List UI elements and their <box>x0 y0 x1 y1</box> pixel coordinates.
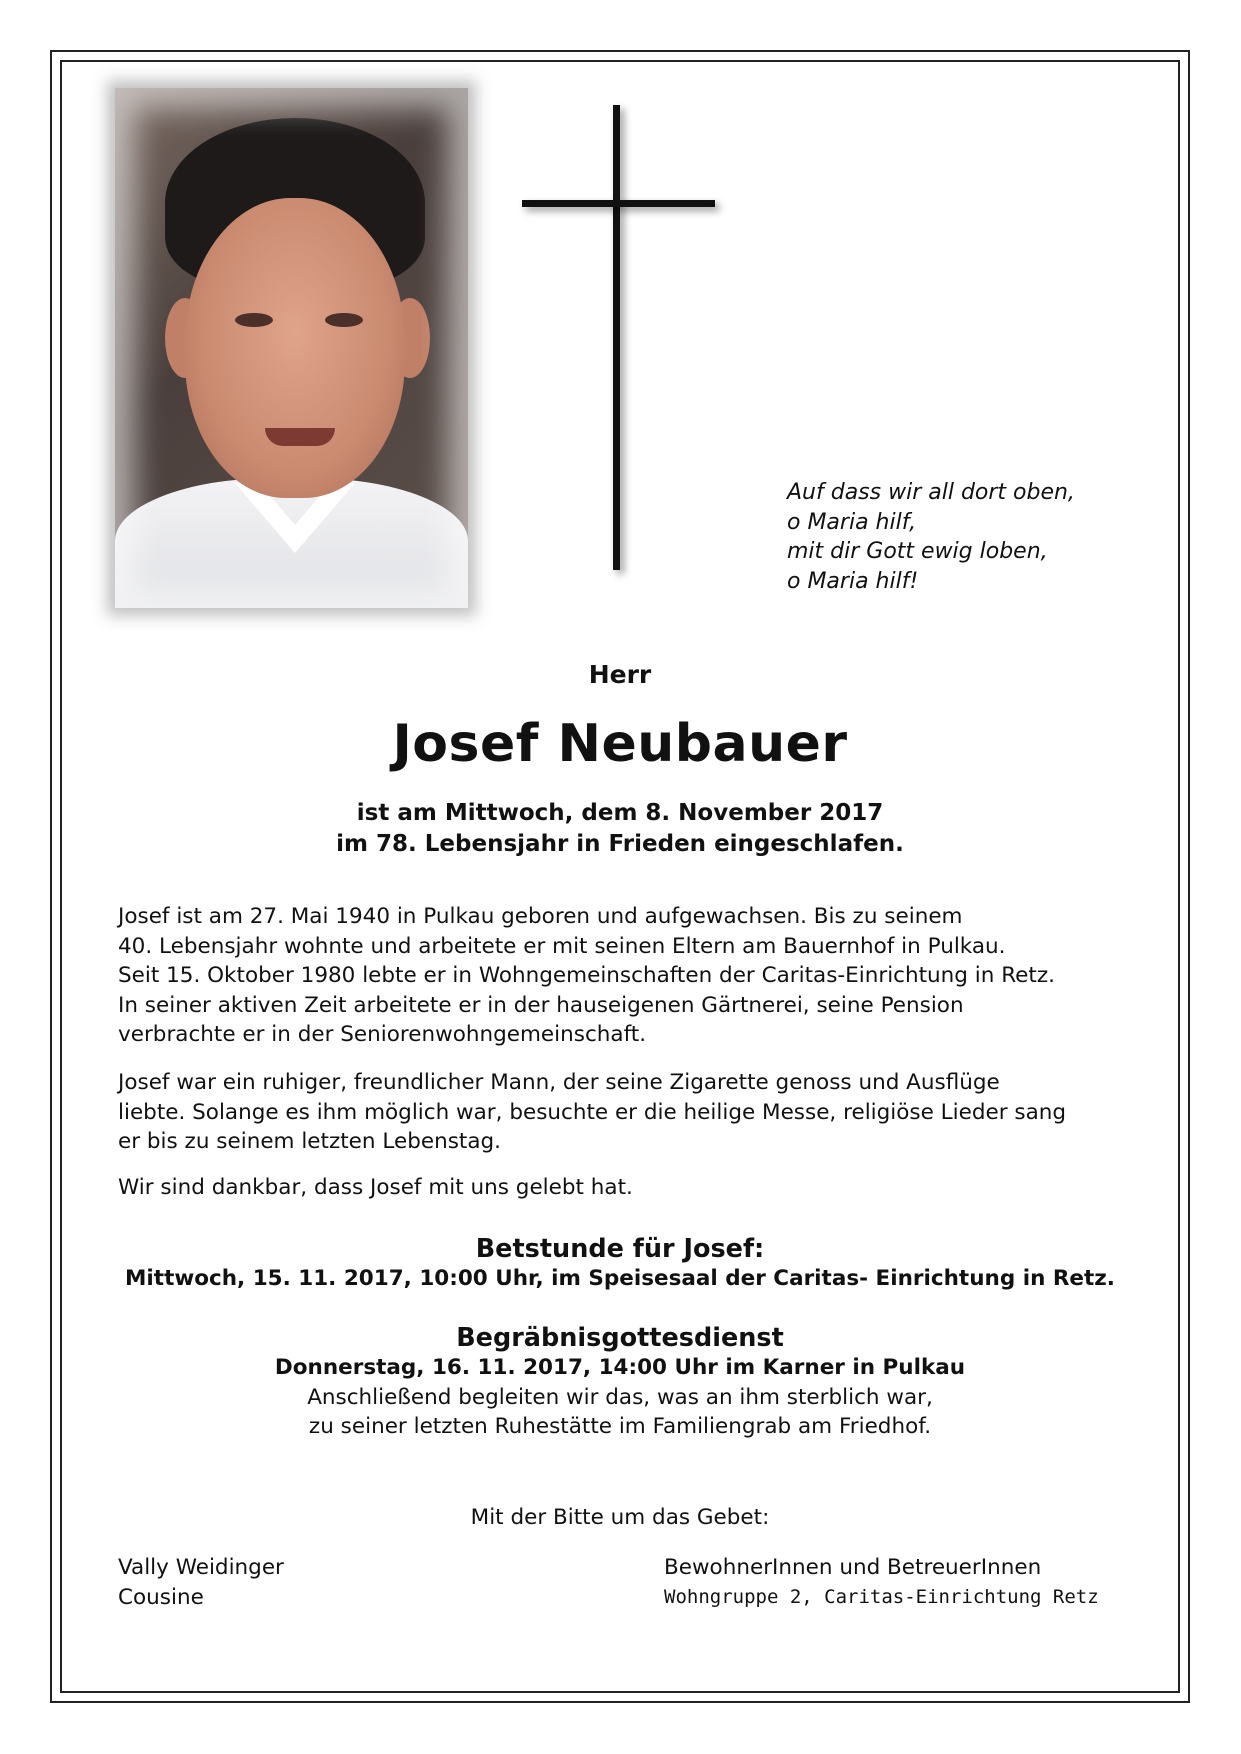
salutation: Herr <box>588 660 652 689</box>
verse-line: o Maria hilf, <box>787 509 917 535</box>
mourner-name: BewohnerInnen und BetreuerInnen <box>664 1555 1042 1580</box>
biography-line: Josef war ein ruhiger, freundlicher Mann, der seine Zigarette genoss und Ausflüge <box>118 1070 1000 1095</box>
mourner-2 <box>664 1553 1099 1612</box>
biography-line: In seiner aktiven Zeit arbeitete er in der hauseigenen Gärtnerei, seine Pension <box>118 992 964 1018</box>
biography-paragraph-3: Wir sind dankbar, dass Josef mit uns gelebt hat. <box>118 1175 633 1200</box>
biography-line: Josef ist am 27. Mai 1940 in Pulkau geboren und aufgewachsen. Bis zu seinem <box>118 904 963 929</box>
biography-line: er bis zu seinem letzten Lebenstag. <box>118 1129 501 1154</box>
mourner-1 <box>118 1553 284 1612</box>
deceased-name: Josef Neubauer <box>392 714 848 774</box>
prayer-request: Mit der Bitte um das Gebet: <box>470 1505 770 1530</box>
funeral-title: Begräbnisgottesdienst <box>456 1323 784 1353</box>
verse-line: Auf dass wir all dort oben, <box>787 480 1075 505</box>
portrait-photo <box>115 88 468 608</box>
biography-paragraph-2 <box>118 1068 1128 1157</box>
mourner-name: Vally Weidinger <box>118 1555 284 1580</box>
biography-line: liebte. Solange es ihm möglich war, besuchte er die heilige Messe, religiöse Lieder sang <box>118 1099 1067 1125</box>
prayer-hour-title: Betstunde für Josef: <box>475 1234 765 1264</box>
verse-line: mit dir Gott ewig loben, <box>787 539 1048 564</box>
verse <box>787 478 1075 596</box>
verse-line: o Maria hilf! <box>787 568 919 594</box>
biography-line: Seit 15. Oktober 1980 lebte er in Wohngemeinschaften der Caritas-Einrichtung in Retz. <box>118 963 1055 988</box>
prayer-hour-details: Mittwoch, 15. 11. 2017, 10:00 Uhr, im Speisesaal der Caritas- Einrichtung in Retz. <box>125 1266 1115 1291</box>
funeral-details: Donnerstag, 16. 11. 2017, 14:00 Uhr im Karner in Pulkau <box>274 1355 966 1380</box>
funeral-text-line: Anschließend begleiten wir das, was an ihm sterblich war, <box>307 1384 933 1410</box>
death-line: im 78. Lebensjahr in Frieden eingeschlafen. <box>336 831 904 857</box>
death-line: ist am Mittwoch, dem 8. November 2017 <box>356 800 884 826</box>
biography-paragraph-1 <box>118 902 1128 1050</box>
biography-line: verbrachte er in der Seniorenwohngemeinschaft. <box>118 1022 647 1047</box>
biography-line: 40. Lebensjahr wohnte und arbeitete er mit seinen Eltern am Bauernhof in Pulkau. <box>118 933 1006 959</box>
funeral-text-line: zu seiner letzten Ruhestätte im Familiengrab am Friedhof. <box>308 1414 932 1439</box>
prayer-hour-section <box>70 1234 1170 1294</box>
mourner-relation: Wohngruppe 2, Caritas-Einrichtung Retz <box>664 1585 1099 1608</box>
funeral-section <box>70 1323 1170 1442</box>
mourner-relation: Cousine <box>118 1584 204 1610</box>
death-notice <box>70 798 1170 860</box>
